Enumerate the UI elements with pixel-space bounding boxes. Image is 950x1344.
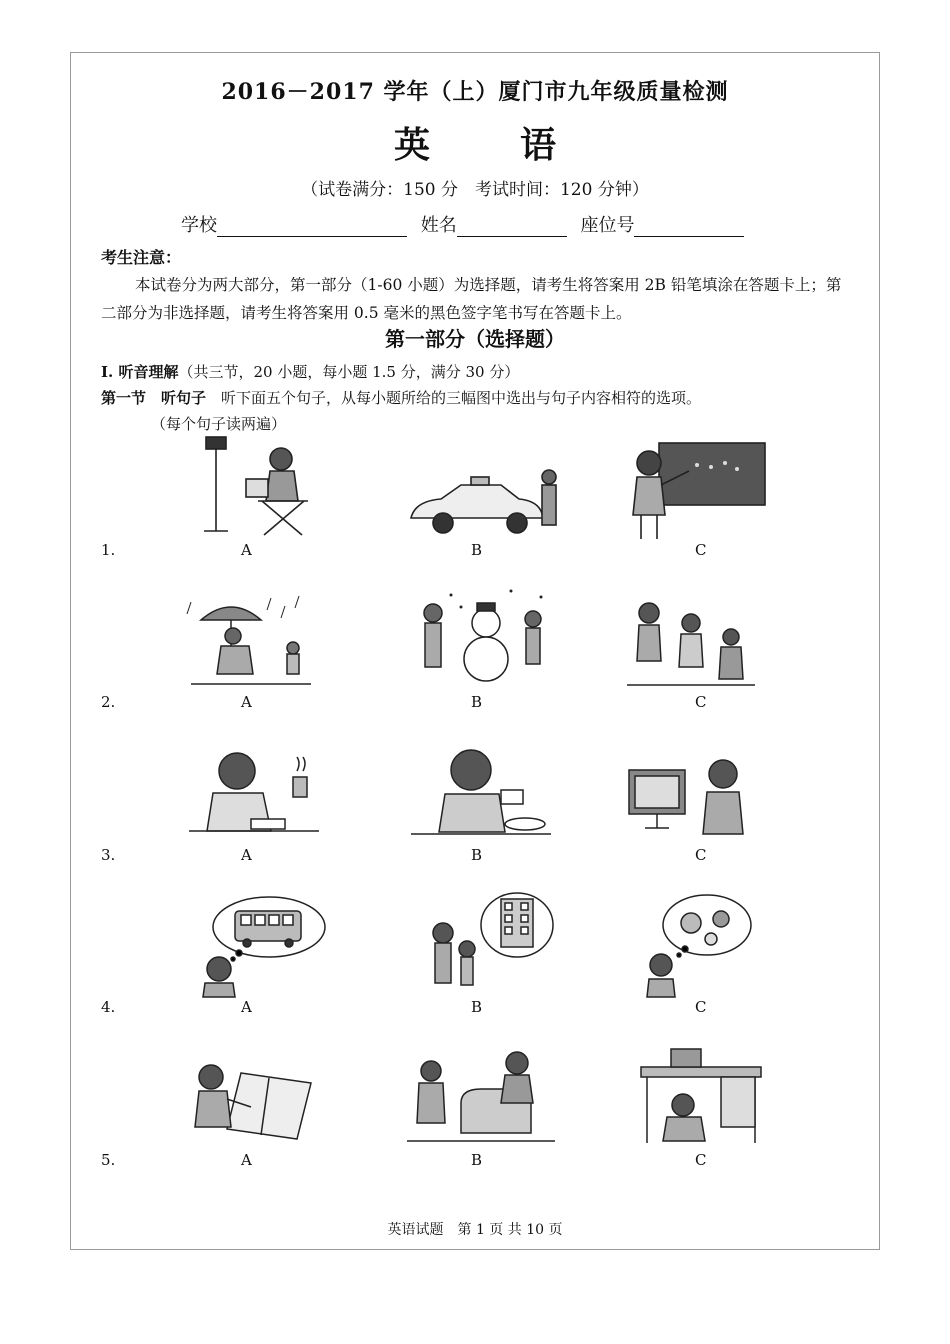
question-number: 3. [101,846,116,864]
option-a[interactable]: A [241,998,252,1016]
notice-heading: 考生注意： [101,248,182,267]
teacher-blackboard-icon [619,433,769,543]
director-chair-icon [186,431,326,541]
option-c[interactable]: C [695,541,707,559]
subsection-heading-rest: 听下面五个句子，从每小题所给的三幅图中选出与句子内容相符的选项。 [221,389,702,407]
subject-title: 英语 [393,124,646,166]
option-a[interactable]: A [241,846,252,864]
option-b[interactable]: B [471,693,483,711]
subsection-heading-bold: 第一节 听句子 [101,389,207,407]
woman-window-icon [171,1043,331,1148]
seat-field[interactable] [634,216,744,237]
rain-umbrella-icon [181,588,321,693]
name-field[interactable] [457,216,567,237]
option-b[interactable]: B [471,541,483,559]
snowman-family-icon [411,583,561,693]
kids-walking-icon [621,583,761,693]
boy-under-desk-icon [631,1043,771,1148]
name-label: 姓名 [420,215,457,236]
page-footer: 英语试题 第 1 页 共 10 页 [387,1222,563,1238]
part-title: 第一部分（选择题） [385,327,565,351]
option-b[interactable]: B [471,1151,483,1169]
option-b[interactable]: B [471,998,483,1016]
option-c[interactable]: C [695,998,707,1016]
subsection-heading [101,387,701,408]
thinking-hotel-icon [411,889,561,997]
question-number: 5. [101,1151,116,1169]
subsection-note: （每个句子读两遍） [151,415,287,433]
exam-page [70,52,880,1250]
exam-info: （试卷满分：150 分 考试时间：120 分钟） [301,180,649,200]
option-a[interactable]: A [241,693,252,711]
question-number: 4. [101,998,116,1016]
notice-text: 本试卷分为两大部分，第一部分（1-60 小题）为选择题，请考生将答案用 2B 铅笔填涂在答题卡上；第二部分为非选择题，请考生将答案用 0.5 毫米的黑色签字笔书写在答题卡上。 [101,276,842,322]
section-heading-rest: （共三节，20 小题，每小题 1.5 分，满分 30 分） [178,363,520,381]
school-label: 学校 [181,215,217,236]
exam-title: 2016－2017 学年（上）厦门市九年级质量检测 [221,79,729,105]
section-heading-bold: I. 听音理解 [101,363,179,381]
woman-writing-icon [179,741,329,846]
question-number: 1. [101,541,116,559]
option-a[interactable]: A [241,541,252,559]
option-c[interactable]: C [695,693,707,711]
family-sofa-icon [401,1043,561,1148]
section-heading [101,361,519,382]
school-field[interactable] [217,216,407,237]
student-info-row [181,211,744,237]
taxi-driver-icon [401,463,561,543]
option-a[interactable]: A [241,1151,252,1169]
woman-eating-icon [401,738,561,846]
option-c[interactable]: C [695,1151,707,1169]
option-c[interactable]: C [695,846,707,864]
seat-label: 座位号 [580,215,635,236]
thinking-world-icon [631,889,761,999]
thinking-bus-icon [189,893,339,998]
woman-tv-icon [619,748,759,843]
option-b[interactable]: B [471,846,483,864]
question-number: 2. [101,693,116,711]
